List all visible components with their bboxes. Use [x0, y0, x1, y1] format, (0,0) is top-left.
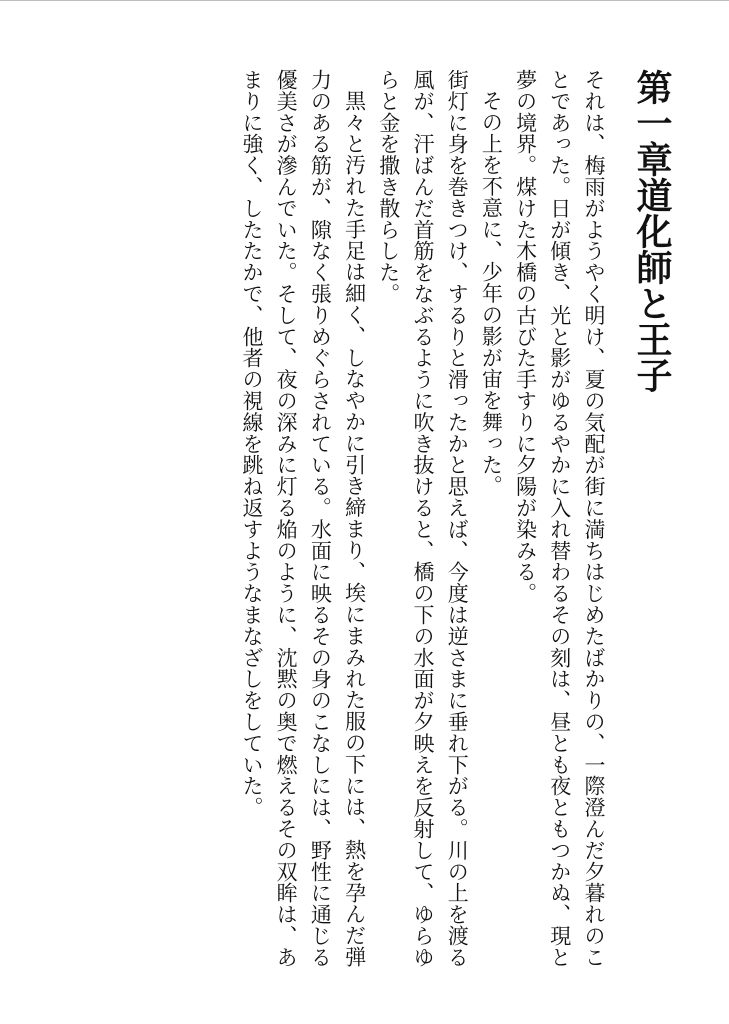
paragraph-4: 黒々と汚れた手足は細く、しなやかに引き締まり、埃にまみれた服の下には、熱を孕んだ弾力のある筋が、隙なく張りめぐらされている。水面に映るその身のこなしには、野性に通じる優美さが滲んでいた。そして、夜の深みに灯る焔のように、沈黙の奥で燃えるその双眸は、あまりに強く、したたかで、他者の視線を跳ね返すようなまなざしをしていた。 [239, 69, 367, 968]
vertical-text-block [235, 69, 672, 969]
chapter-title: 道化師と王子 [631, 177, 672, 393]
chapter-heading [631, 69, 672, 969]
paragraph-3: 街灯に身を巻きつけ、するりと滑ったかと思えば、今度は逆さまに垂れ下がる。川の上を渡る風が、汗ばんだ首筋をなぶるように吹き抜けると、橋の下の水面が夕映えを反射して、ゆらゆらと金を撒き散らした。 [376, 69, 470, 968]
chapter-number: 第一章 [631, 69, 672, 177]
paragraph-1: それは、梅雨がようやく明け、夏の気配が街に満ちはじめたばかりの、一際澄んだ夕暮れのことであった。日が傾き、光と影がゆるやかに入れ替わるその刻は、昼とも夜ともつかぬ、現と夢の境界。煤けた木橋の古びた手すりに夕陽が染みる。 [513, 69, 606, 968]
paragraph-2: その上を不意に、少年の影が宙を舞った。 [479, 90, 504, 497]
